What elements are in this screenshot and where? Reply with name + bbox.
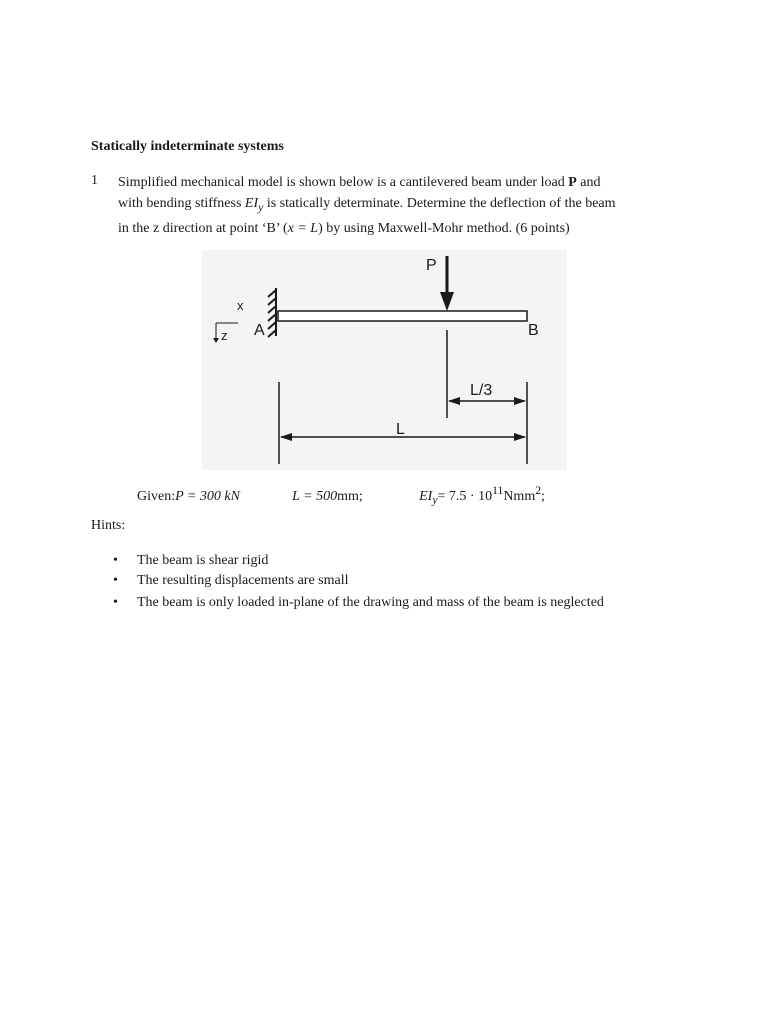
given-stiffness-unit: Nmm — [503, 488, 536, 504]
given-stiffness-subscript: y — [432, 493, 438, 507]
given-length — [292, 489, 419, 505]
problem-line-2 — [118, 193, 678, 218]
given-stiffness-value: = 7.5 · 10 — [437, 488, 493, 504]
given-stiffness-unit-exponent: 2 — [535, 484, 542, 497]
load-arrow — [440, 256, 454, 311]
beam-diagram — [202, 250, 567, 470]
beam-figure — [202, 250, 567, 470]
stiffness-subscript: y — [258, 200, 264, 214]
problem-line-3 — [118, 218, 678, 239]
given-length-value: L = 500 — [292, 488, 338, 504]
stiffness-symbol: EI — [244, 196, 259, 211]
axis-z-label: z — [221, 328, 228, 343]
given-stiffness-end: ; — [541, 488, 545, 504]
problem-text-part: in the z direction at point ‘B’ ( — [118, 220, 288, 236]
point-b-label: B — [528, 322, 539, 339]
axis-x-label: x — [237, 298, 244, 313]
given-stiffness — [419, 484, 545, 506]
hint-item: • The beam is shear rigid — [91, 551, 604, 571]
hints-list — [91, 551, 604, 613]
dimension-third-label: L/3 — [470, 382, 493, 399]
problem-text-part: with bending stiffness — [118, 196, 245, 211]
problem-statement — [118, 172, 678, 239]
problem-text-part: ) by using Maxwell-Mohr method. (6 points) — [318, 220, 570, 236]
section-heading: Statically indeterminate systems — [91, 139, 284, 154]
problem-line-1 — [118, 172, 678, 193]
load-symbol: P — [568, 175, 577, 190]
hints-label: Hints: — [91, 518, 126, 533]
hint-item: • The resulting displacements are small — [91, 571, 604, 591]
position-expression: x = L — [287, 220, 319, 236]
point-a-label: A — [254, 322, 265, 339]
given-values — [137, 484, 545, 506]
given-stiffness-symbol: EI — [419, 488, 433, 504]
given-load: P = 300 kN — [175, 488, 240, 504]
dimension-length-label: L — [396, 421, 405, 438]
given-stiffness-exponent: 11 — [492, 484, 504, 497]
beam — [278, 311, 527, 321]
problem-text-part: is statically determinate. Determine the deflection of the beam — [263, 196, 616, 211]
given-label: Given: — [137, 488, 176, 504]
given-length-unit: mm; — [337, 488, 363, 504]
hint-item: • The beam is only loaded in-plane of the drawing and mass of the beam is neglected — [91, 593, 604, 613]
problem-text-part: and — [576, 175, 601, 190]
load-label: P — [426, 257, 437, 274]
fixed-support-hatching — [268, 288, 276, 337]
problem-number: 1 — [91, 173, 98, 188]
problem-text-part: Simplified mechanical model is shown below is a cantilevered beam under load — [118, 175, 569, 190]
